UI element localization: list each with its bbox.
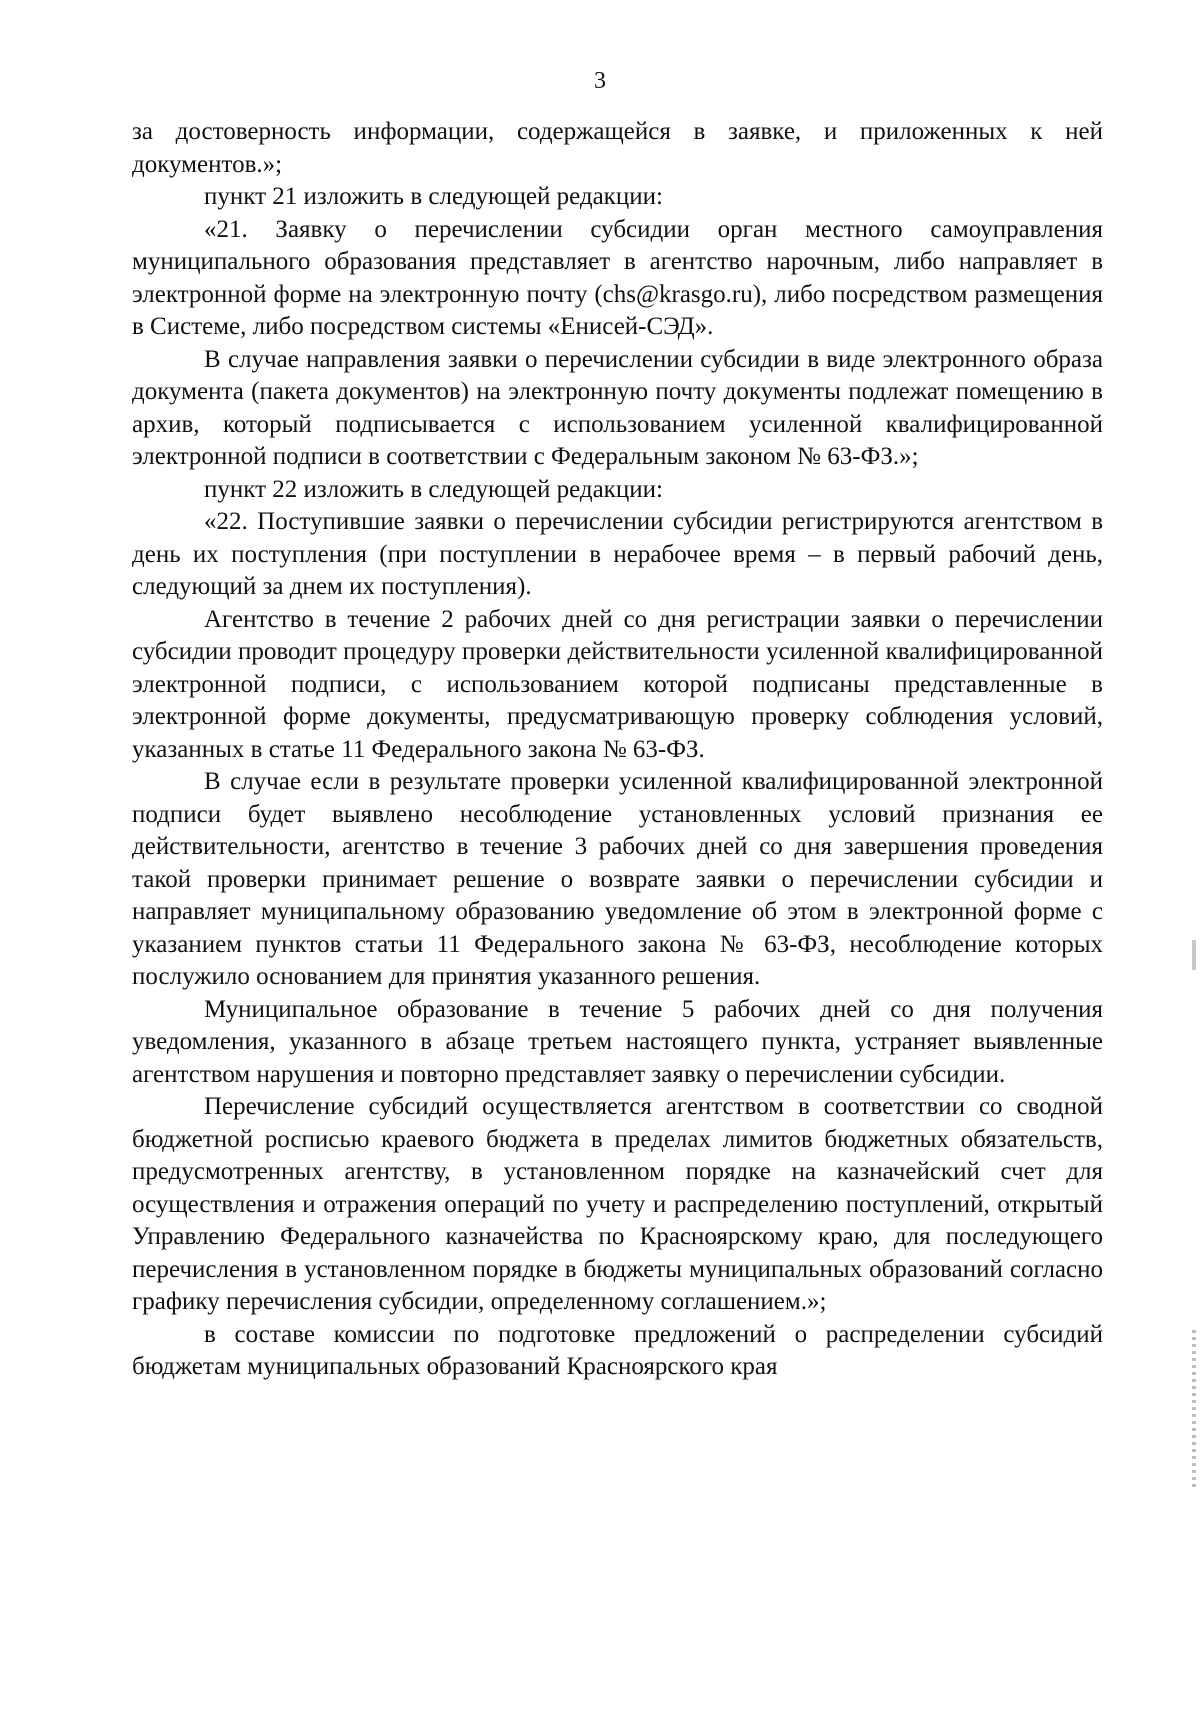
paragraph-continuation: за достоверность информации, содержащейся в заявке, и приложенных к ней документов.»; [132, 118, 1103, 178]
document-body [132, 116, 1103, 1384]
scan-margin-mark [1192, 940, 1196, 970]
paragraph-return-decision: В случае если в результате проверки усиленной квалифицированной электронной подписи будет выявлено несоблюдение установленных условий признания ее действительности, агентство в течение 3 рабочих дней со дня завершения проведения такой проверки принимает решение о возврате заявки о перечислении субсидии и направляет муниципальному образованию уведомление об этом в электронной форме с указанием пунктов статьи 11 Федерального закона № 63-ФЗ, несоблюдение которых послужило основанием для принятия указанного решения. [132, 768, 1103, 990]
paragraph-resubmission: Муниципальное образование в течение 5 рабочих дней со дня получения уведомления, указанного в абзаце третьем настоящего пункта, устраняет выявленные агентством нарушения и повторно представляет заявку о перечислении субсидии. [132, 995, 1103, 1088]
paragraph-item-22-text: «22. Поступившие заявки о перечислении субсидии регистрируются агентством в день их поступления (при поступлении в нерабочее время – в первый рабочий день, следующий за днем их поступления). [132, 508, 1103, 600]
scan-margin-mark [1192, 1330, 1196, 1490]
paragraph-item-22-heading: пункт 22 изложить в следующей редакции: [204, 475, 663, 503]
page-number: 3 [594, 68, 606, 94]
paragraph-commission: в составе комиссии по подготовке предложений о распределении субсидий бюджетам муниципальных образований Красноярского края [132, 1320, 1103, 1380]
paragraph-transfer: Перечисление субсидий осуществляется агентством в соответствии со сводной бюджетной росписью краевого бюджета в пределах лимитов бюджетных обязательств, предусмотренных агентству, в установленном порядке на казначейский счет для осуществления и отражения операций по учету и распределению поступлений, открытый Управлению Федерального казначейства по Красноярскому краю, для последующего перечисления в установленном порядке в бюджеты муниципальных образований согласно графику перечисления субсидии, определенному соглашением.»; [132, 1093, 1103, 1315]
paragraph-item-21-heading: пункт 21 изложить в следующей редакции: [204, 183, 663, 210]
paragraph-item-21-text: «21. Заявку о перечислении субсидии орган местного самоуправления муниципального образования представляет в агентство нарочным, либо направляет в электронной форме на электронную почту (chs@krasgo.ru), либо посредством размещения в Системе, либо посредством системы «Енисей-СЭД». [132, 215, 1103, 340]
paragraph-email-archive: В случае направления заявки о перечислении субсидии в виде электронного образа документа (пакета документов) на электронную почту документы подлежат помещению в архив, который подписывается с использованием усиленной квалифицированной электронной подписи в соответствии с Федеральным законом № 63-ФЗ.»; [132, 345, 1103, 470]
paragraph-signature-check: Агентство в течение 2 рабочих дней со дня регистрации заявки о перечислении субсидии проводит процедуру проверки действительности усиленной квалифицированной электронной подписи, с использованием которой подписаны представленные в электронной форме документы, предусматривающую проверку соблюдения условий, указанных в статье 11 Федерального закона № 63-ФЗ. [132, 605, 1103, 763]
